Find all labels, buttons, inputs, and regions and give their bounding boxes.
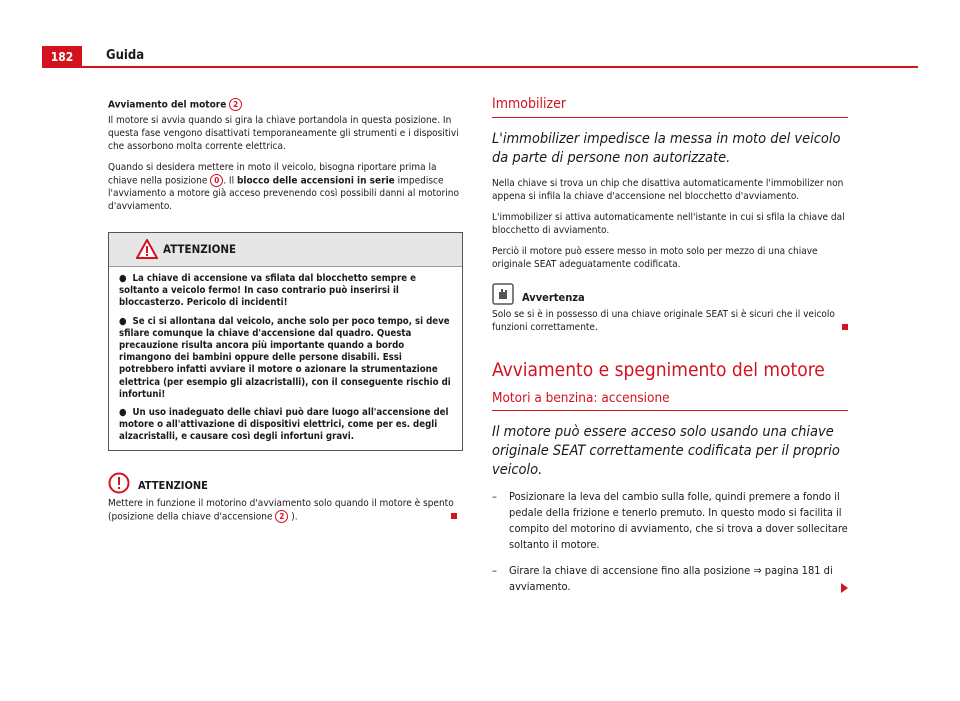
note-text (492, 308, 848, 334)
warning-item-text: Un uso inadeguato delle chiavi può dare luogo all'accensione del motore o all'attivazione di dispositivi elettrici, come per es. degli alzacristalli, e causare così degli infortuni gravi. (119, 407, 449, 443)
warning-box (108, 232, 463, 451)
warning-item: ● Un uso inadeguato delle chiavi può dare luogo all'accensione del motore o all'attivazione di dispositivi elettrici, come per es. degli alzacristalli, e causare così degli infortuni gravi. (119, 407, 449, 443)
subsection-title: Motori a benzina: accensione (492, 392, 848, 411)
caution-exclamation-icon (108, 472, 130, 494)
body-paragraph: Nella chiave si trova un chip che disattiva automaticamente l'immobilizer non appena si infila la chiave d'accensione nel blocchetto d'avviamento. (492, 178, 844, 202)
warning-item: ● Se ci si allontana dal veicolo, anche solo per poco tempo, si deve sfilare comunque la chiave d'accensione dal quadro. Questa precauzione risulta ancora più importante quando a bordo rimangono dei bambini oppure delle persone disabili. Essi potrebbero infatti avviare il motore o azionare la strumentazione elettrica (per esempio gli alzacristalli), con il conseguente rischio di infortuni! (119, 315, 451, 400)
start-title-line (108, 98, 463, 112)
start-title: Avviamento del motore (108, 99, 227, 111)
warning-item-text: Se ci si allontana dal veicolo, anche solo per poco tempo, si deve sfilare comunque la chiave d'accensione dal quadro. Questa precauzione risulta ancora più importante quando a bordo rimangono dei bambini oppure delle persone disabili. Essi potrebbero infatti avviare il motore o azionare la strumentazione elettrica (per esempio gli alzacristalli), con il conseguente rischio di infortuni! (119, 315, 451, 400)
step-item (492, 489, 848, 553)
warning-header (109, 233, 462, 267)
note-header (492, 283, 848, 305)
step-item (492, 563, 848, 595)
step-dash: – (492, 564, 497, 577)
caution-text (108, 497, 463, 524)
start-text: Il motore si avvia quando si gira la chiave portandola in questa posizione. In questa fase vengono disattivati temporaneamente gli strumenti e i dispositivi che assorbono molta corrente elettrica. (108, 114, 459, 152)
subsection-lead: Il motore può essere acceso solo usando una chiave originale SEAT correttamente codificata per il proprio veicolo. (492, 424, 840, 478)
restart-bold: blocco delle accensioni in serie (236, 175, 395, 186)
restart-text-1: Quando si desidera mettere in moto il veicolo, bisogna riportare prima la chiave nella posizione (108, 161, 437, 186)
continue-arrow-icon (841, 583, 848, 593)
body-paragraph: L'immobilizer si attiva automaticamente nell'istante in cui si sfila la chiave dal blocchetto di avviamento. (492, 212, 845, 236)
position-marker: 2 (229, 98, 242, 111)
step-dash: – (492, 490, 497, 503)
chapter-title: Avviamento e spegnimento del motore (492, 359, 825, 381)
caution-text-2: ). (291, 511, 298, 523)
step-text: Posizionare la leva del cambio sulla folle, quindi premere a fondo il pedale della frizione e tenerlo premuto. In questo modo si facilita il compito del motorino di avviamento, che si trova a dover sollecitare soltanto il motore. (509, 490, 848, 551)
caution-title: ATTENZIONE (138, 478, 208, 492)
warning-triangle-icon (136, 239, 158, 259)
warning-body (109, 267, 462, 450)
note-hand-icon (492, 283, 514, 305)
step-text: Girare la chiave di accensione fino alla posizione ⇒ pagina 181 di avviamento. (509, 564, 833, 593)
right-column (492, 98, 848, 605)
position-marker: 2 (275, 510, 288, 523)
immobilizer-lead: L'immobilizer impedisce la messa in moto del veicolo da parte di persone non autorizzate. (492, 131, 841, 166)
body-paragraph: Perciò il motore può essere messo in moto solo per mezzo di una chiave originale SEAT adeguatamente codificata. (492, 246, 818, 270)
section-title: Guida (106, 48, 145, 63)
note-text-content: Solo se si è in possesso di una chiave originale SEAT si è sicuri che il veicolo funzioni correttamente. (492, 309, 835, 333)
restart-paragraph (108, 161, 463, 214)
header-rule (42, 66, 918, 68)
restart-text-2: . Il (223, 175, 235, 186)
immobilizer-title: Immobilizer (492, 98, 848, 118)
section-end-marker (842, 324, 848, 330)
note-title: Avvertenza (522, 291, 585, 304)
position-marker: 0 (210, 174, 223, 187)
warning-item-text: La chiave di accensione va sfilata dal blocchetto sempre e soltanto a veicolo fermo! In caso contrario può inserirsi il bloccasterzo. Pericolo di incidenti! (119, 273, 416, 309)
section-end-marker (451, 513, 457, 519)
caution-text-1: Mettere in funzione il motorino d'avviamento solo quando il motore è spento (posizione della chiave d'accensione (108, 497, 454, 523)
caution-header (108, 472, 463, 494)
warning-item: ● La chiave di accensione va sfilata dal blocchetto sempre e soltanto a veicolo fermo! In caso contrario può inserirsi il bloccasterzo. Pericolo di incidenti! (119, 273, 416, 309)
restart-text-3: impedisce l'avviamento a motore già acceso prevenendo così possibili danni al motorino d'avviamento. (108, 175, 459, 212)
warning-title: ATTENZIONE (163, 242, 237, 256)
page-number: 182 (42, 46, 82, 68)
left-column (108, 98, 463, 531)
